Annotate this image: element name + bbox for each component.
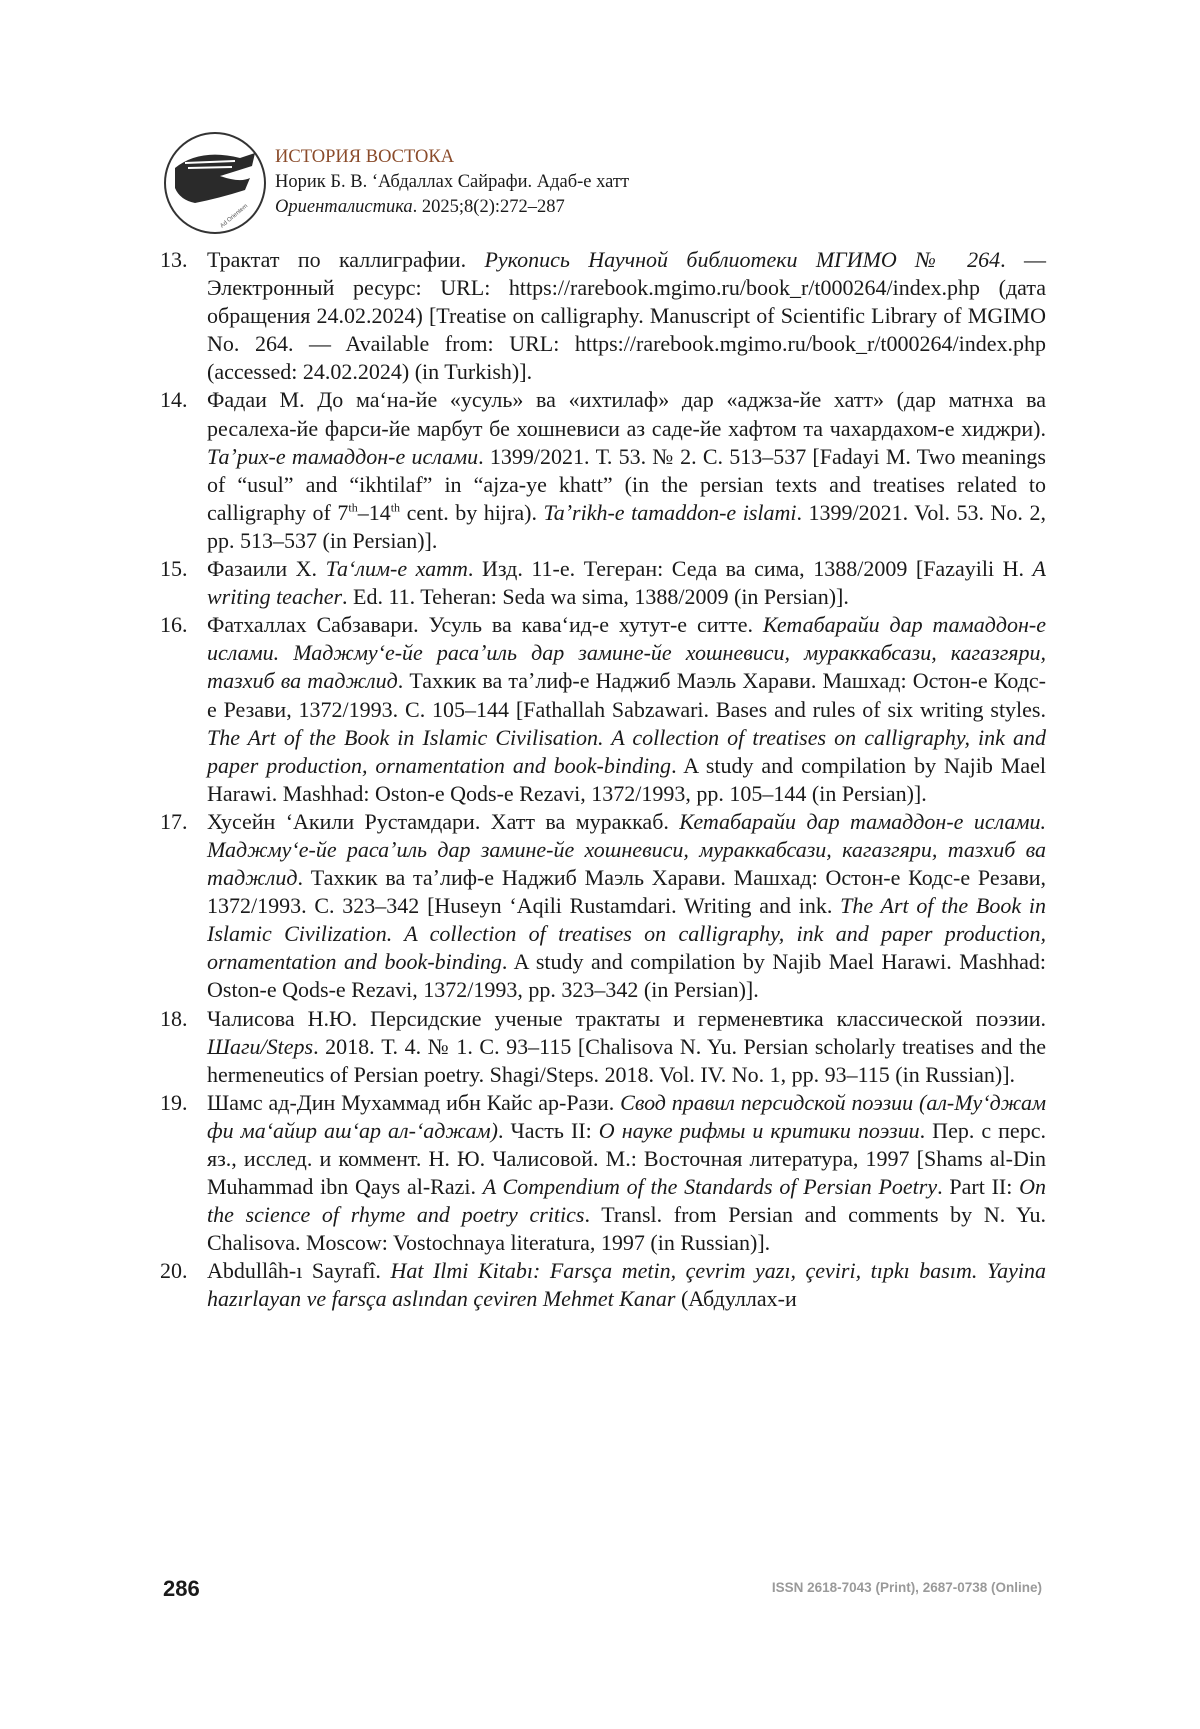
reference-item [160, 386, 1046, 555]
reference-number: 19. [160, 1089, 188, 1115]
reference-text: . Ed. 11. Teheran: Seda wa sima, 1388/2009 (in Persian)]. [342, 584, 849, 610]
reference-number: 15. [160, 556, 188, 582]
reference-text: th [348, 500, 358, 515]
reference-title-italic: О науке рифмы и критики поэзии [598, 1117, 920, 1143]
citation-details: . 2025;8(2):272–287 [412, 197, 565, 217]
reference-item [160, 611, 1046, 808]
reference-number: 16. [160, 612, 188, 638]
reference-text: th [390, 500, 401, 515]
reference-title-italic: Свод правил персидской поэзии (ал-Муʻджам фи маʻайир ашʻар ал-ʻаджам) [207, 1089, 1046, 1143]
reference-text: . 1399/2021. Т. 53. № 2. С. 513–537 [Fadayi M. Two meanings of “usul” and “ikhtilaf” in “ajza-ye khatt” (in the persian texts and treatises related to calligraphy of 7 [207, 443, 1046, 525]
reference-number: 14. [160, 387, 188, 413]
reference-text: . 1399/2021. Vol. 53. No. 2, pp. 513–537 (in Persian)]. [207, 499, 1046, 553]
reference-item [160, 555, 1046, 611]
reference-item [160, 246, 1046, 386]
reference-title-italic: A writing teacher [207, 556, 1046, 610]
reference-title-italic: The Art of the Book in Islamic Civilization. A collection of treatises on calligraphy, ink and paper production, ornamentation and book-binding [207, 893, 1046, 975]
reference-text: . — Электронный ресурс: URL: https://rarebook.mgimo.ru/book_r/t000264/index.php (дата обращения 24.02.2024) [Treatise on calligraphy. Manuscript of Scientific Library of MGIMO No. 264. — Available from: URL: https://rarebook.mgimo.ru/book_r/t000264/index.php (accessed: 24.02.2024) (in Turkish)]. [207, 247, 1047, 385]
article-reference: Норик Б. В. ʻАбдаллах Сайрафи. Адаб-е хатт [275, 172, 630, 192]
journal-section-title: ИСТОРИЯ ВОСТОКА [275, 147, 455, 167]
reference-number: 17. [160, 808, 188, 834]
reference-title-italic: Кетабарайи дар тамаддон-е ислами. Маджмуʻе-йе расаʼиль дар замине-йе хошневиси, мураккабсази, кагазгяри, тазхиб ва таджлид [207, 612, 1046, 694]
reference-title-italic: On the science of rhyme and poetry critics [207, 1174, 1047, 1228]
issn-line: ISSN 2618-7043 (Print), 2687-0738 (Online) [771, 1580, 1042, 1595]
running-header [275, 145, 629, 220]
journal-name: Ориенталистика [275, 197, 413, 217]
reference-text: . Part II: [937, 1174, 1020, 1200]
reference-title-italic: A Compendium of the Standards of Persian Poetry [482, 1174, 938, 1200]
reference-text: . 2018. Т. 4. № 1. С. 93–115 [Chalisova N. Yu. Persian scholarly treatises and the hermeneutics of Persian poetry. Shagi/Steps. 2018. Vol. IV. No. 1, pp. 93–115 (in Russian)]. [207, 1033, 1046, 1087]
reference-number: 13. [160, 247, 188, 272]
reference-title-italic: Таʻлим-е хатт [325, 556, 468, 582]
reference-text: Фатхаллах Сабзавари. Усуль ва каваʻид-е хутут-е ситте. [207, 612, 763, 638]
reference-text: . Тахкик ва таʼлиф-е Наджиб Маэль Харави. Машхад: Остон-е Кодс-е Резави, 1372/1993. С. 105–144 [Fathallah Sabzawari. Bases and rules of six writing styles. [207, 668, 1046, 722]
reference-list [160, 246, 1046, 1314]
reference-text: . Transl. from Persian and comments by N. Yu. Chalisova. Moscow: Vostochnaya literatura, 1997 (in Russian)]. [207, 1202, 1046, 1256]
reference-title-italic: Шаги/Steps [207, 1033, 314, 1059]
reference-number: 20. [160, 1258, 188, 1284]
reference-text: . Изд. 11-е. Тегеран: Седа ва сима, 1388/2009 [Fazayili H. [467, 556, 1033, 582]
reference-item [160, 1005, 1046, 1089]
reference-title-italic: Таʼрих-е тамаддон-е ислами [207, 443, 479, 469]
reference-text: . A study and compilation by Najib Mael Harawi. Mashhad: Oston-e Qods-e Rezavi, 1372/1993, pp. 323–342 (in Persian)]. [207, 949, 1046, 1003]
reference-title-italic: Рукопись Научной библиотеки МГИМО № 264 [484, 247, 1001, 272]
reference-text: . A study and compilation by Najib Mael Harawi. Mashhad: Oston-e Qods-e Rezavi, 1372/1993, pp. 105–144 (in Persian)]. [207, 752, 1046, 806]
reference-text: –14 [357, 499, 391, 525]
reference-text: Фадаи М. До маʻна-йе «усуль» ва «ихтилаф» дар «аджза-йе хатт» (дар матнха ва ресалеха-йе фарси-йе марбут бе хошневиси аз саде-йе хафтом та чахардахом-е хиджри). [207, 387, 1046, 441]
reference-title-italic: The Art of the Book in Islamic Civilisation. A collection of treatises on calligraphy, ink and paper production, ornamentation and book-binding [207, 724, 1046, 778]
journal-citation [275, 195, 629, 220]
reference-item [160, 1089, 1046, 1258]
page-number: 286 [163, 1576, 200, 1601]
reference-text: . Тахкик ва таʼлиф-е Наджиб Маэль Харави. Машхад: Остон-е Кодс-е Резави, 1372/1993. С. 323–342 [Huseyn ʻAqili Rustamdari. Writing and ink. [207, 865, 1046, 919]
reference-text: cent. by hijra). [400, 499, 544, 525]
reference-text: Чалисова Н.Ю. Персидские ученые трактаты и герменевтика классической поэзии. [207, 1005, 1046, 1031]
reference-text: Abdullâh-ı Sayrafî. [207, 1258, 391, 1284]
reference-text: Фазаили Х. [207, 556, 326, 582]
reference-text: . Пер. с перс. яз., исслед. и коммент. Н. Ю. Чалисовой. М.: Восточная литература, 1997 [Shams al-Din Muhammad ibn Qays al-Razi. [207, 1117, 1046, 1200]
reference-title-italic: Hat Ilmi Kitabı: Farsça metin, çevrim yazı, çeviri, tıpkı basım. Yayina hazırlayan ve farsça aslından çeviren Mehmet Kanar [207, 1258, 1046, 1312]
reference-text: Трактат по каллиграфии. [207, 247, 485, 272]
reference-text: (Абдуллах-и [675, 1286, 797, 1312]
reference-item [160, 1257, 1046, 1313]
reference-title-italic: Кетабарайи дар тамаддон-е ислами. Маджмуʻе-йе расаʼиль дар замине-йе хошневиси, мураккабсази, кагазгяри, тазхиб ва таджлид [207, 808, 1047, 891]
reference-text: . Часть II: [497, 1117, 599, 1143]
reference-text: Шамс ад-Дин Мухаммад ибн Кайс ар-Рази. [207, 1089, 621, 1115]
reference-number: 18. [160, 1005, 188, 1031]
svg-text:Ad Orientem: Ad Orientem [219, 203, 250, 230]
journal-logo [160, 128, 270, 238]
reference-item [160, 808, 1046, 1005]
reference-title-italic: Taʼrikh-e tamaddon-e islami [543, 499, 797, 525]
reference-text: Хусейн ʻАкили Рустамдари. Хатт ва мураккаб. [207, 808, 680, 834]
